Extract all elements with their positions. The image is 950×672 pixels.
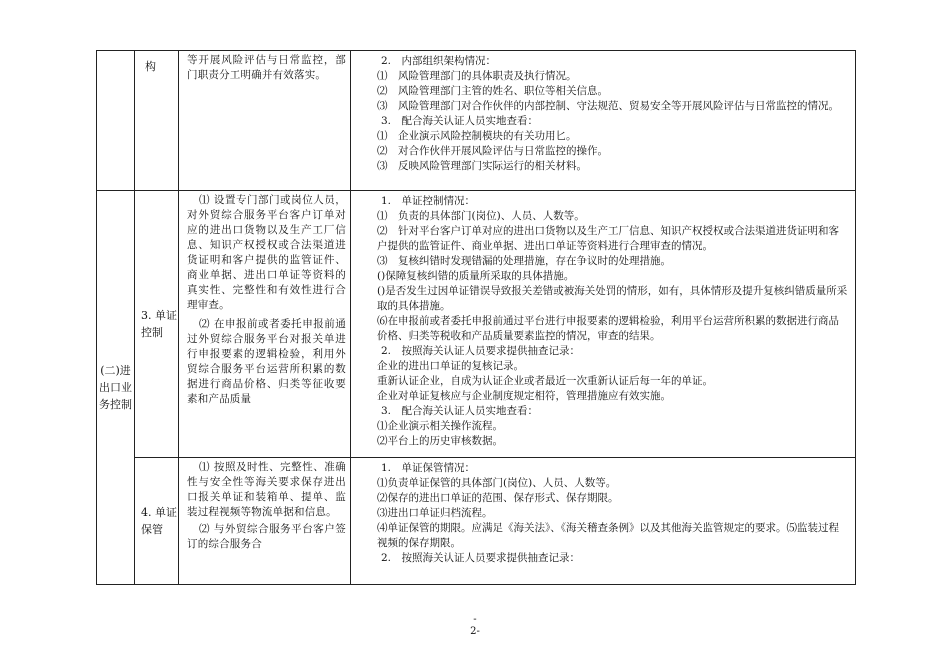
requirement-paragraph: ⑵ 在申报前或者委托申报前通过外贸综合服务平台对报关单进行申报要素的逻辑检验，利用外贸综合服务平台运营所积累的数据进行商品价格、归类等征收要素和产品质量	[187, 318, 346, 405]
category-cell	[97, 191, 135, 585]
requirements-table	[96, 50, 856, 585]
method-line: ⑵平台上的历史审核数据。	[377, 435, 503, 447]
method-line: 3. 配合海关认证人员实地查看：	[381, 115, 539, 127]
subcategory-cell	[135, 458, 179, 585]
method-line: ⑶进出口单证归档流程。	[377, 507, 493, 519]
method-line: ⑴ 企业演示风险控制模块的有关功用匕。	[377, 130, 577, 142]
method-line: ⑶ 复核纠错时发现错漏的处理措施，存在争议时的处理措施。	[377, 255, 671, 267]
requirement-text: 等开展风险评估与日常监控，部门职责分工明确并有效落实。	[187, 54, 346, 81]
method-line: 2. 内部组织架构情况：	[381, 55, 497, 67]
method-cell	[351, 191, 856, 458]
requirement-paragraph: ⑵ 与外贸综合服务平台客户签订的综合服务合	[187, 523, 346, 550]
category-label: (二)进出口业务控制	[99, 363, 132, 411]
method-line: 2. 按照海关认证人员要求提供抽查记录：	[381, 345, 581, 357]
method-text	[351, 191, 855, 457]
requirement-text	[179, 191, 350, 457]
method-line: ⑴企业演示相关操作流程。	[377, 420, 503, 432]
method-cell	[351, 458, 856, 585]
method-line: 2. 按照海关认证人员要求提供抽查记录：	[381, 552, 581, 564]
method-text	[351, 51, 855, 174]
requirement-cell	[179, 191, 351, 458]
requirement-paragraph: ⑴ 设置专门部门或岗位人员，对外贸综合服务平台客户订单对应的进出口货物以及生产工厂信息、知识产权授权或合法渠道进货证明和客户提供的监管证件、商业单据、进出口单证等资料的真实性、完整性和有效性进行合理审查。	[187, 194, 346, 311]
requirement-cell	[179, 458, 351, 585]
method-line: ⑴负责单证保管的具体部门(岗位)、人员、人数等。	[377, 477, 617, 489]
method-line: 3. 配合海关认证人员实地查看：	[381, 405, 539, 417]
requirement-cell	[179, 51, 351, 191]
subcategory-label: 4. 单证保管	[141, 506, 177, 536]
table-row	[97, 51, 856, 191]
subcategory-cell	[135, 51, 179, 191]
method-line: ⑵ 针对平台客户订单对应的进出口货物以及生产工厂信息、知识产权授权或合法渠道进货证明和客户提供的监管证件、商业单据、进出口单证等资料进行合理审查的情况。	[377, 225, 839, 252]
subcategory-label: 构	[145, 60, 156, 73]
method-line: ⑷单证保管的期限。应满足《海关法》、《海关稽查条例》以及其他海关监管规定的要求。⑸监装过程视频的保存期限。	[377, 522, 839, 549]
method-line: 1. 单证控制情况：	[381, 195, 476, 207]
page-number: 2-	[470, 626, 480, 637]
requirement-text	[179, 458, 350, 584]
method-line: ⑵ 对合作伙伴开展风险评估与日常监控的操作。	[377, 145, 608, 157]
method-line: ⑶ 反映风险管理部门实际运行的相关材料。	[377, 160, 587, 172]
method-line: ⑴ 负责的具体部门(岗位)、人员、人数等。	[377, 210, 585, 222]
method-line: ⑶ 风险管理部门对合作伙伴的内部控制、守法规范、贸易安全等开展风险评估与日常监控的情况。	[377, 100, 839, 112]
method-cell	[351, 51, 856, 191]
table-row	[97, 191, 856, 458]
method-line: 1. 单证保管情况：	[381, 462, 476, 474]
method-line: ⑵ 风险管理部门主管的姓名、职位等相关信息。	[377, 85, 608, 97]
subcategory-label: 3. 单证控制	[141, 309, 177, 339]
method-line: ()保障复核纠错的质量所采取的具体措施。	[377, 270, 575, 282]
method-line: ⑹在申报前或者委托申报前通过平台进行申报要素的逻辑检验，利用平台运营所积累的数据进行商品价格、归类等税收和产品质量要素监控的情况，审查的结果。	[377, 315, 839, 342]
method-line: 企业的进出口单证的复核记录。	[377, 360, 524, 372]
page-number-dash: -	[473, 614, 477, 625]
method-text	[351, 458, 855, 584]
table-row	[97, 458, 856, 585]
method-line: ⑵保存的进出口单证的范围、保存形式、保存期限。	[377, 492, 619, 504]
method-line: 重新认证企业，自成为认证企业或者最近一次重新认证后每一年的单证。	[377, 375, 713, 387]
method-line: 企业对单证复核应与企业制度规定相符，管理措施应有效实施。	[377, 390, 671, 402]
method-line: ⑴ 风险管理部门的具体职责及执行情况。	[377, 70, 577, 82]
category-cell-empty	[97, 51, 135, 191]
method-line: ()是否发生过因单证错误导致报关差错或被海关处罚的情形，如有，具体情形及提升复核纠错质量所采取的具体措施。	[377, 285, 848, 312]
requirement-paragraph: ⑴ 按照及时性、完整性、准确性与安全性等海关要求保存进出口报关单证和装箱单、提单、监装过程视频等物流单据和信息。	[187, 461, 346, 518]
subcategory-cell	[135, 191, 179, 458]
